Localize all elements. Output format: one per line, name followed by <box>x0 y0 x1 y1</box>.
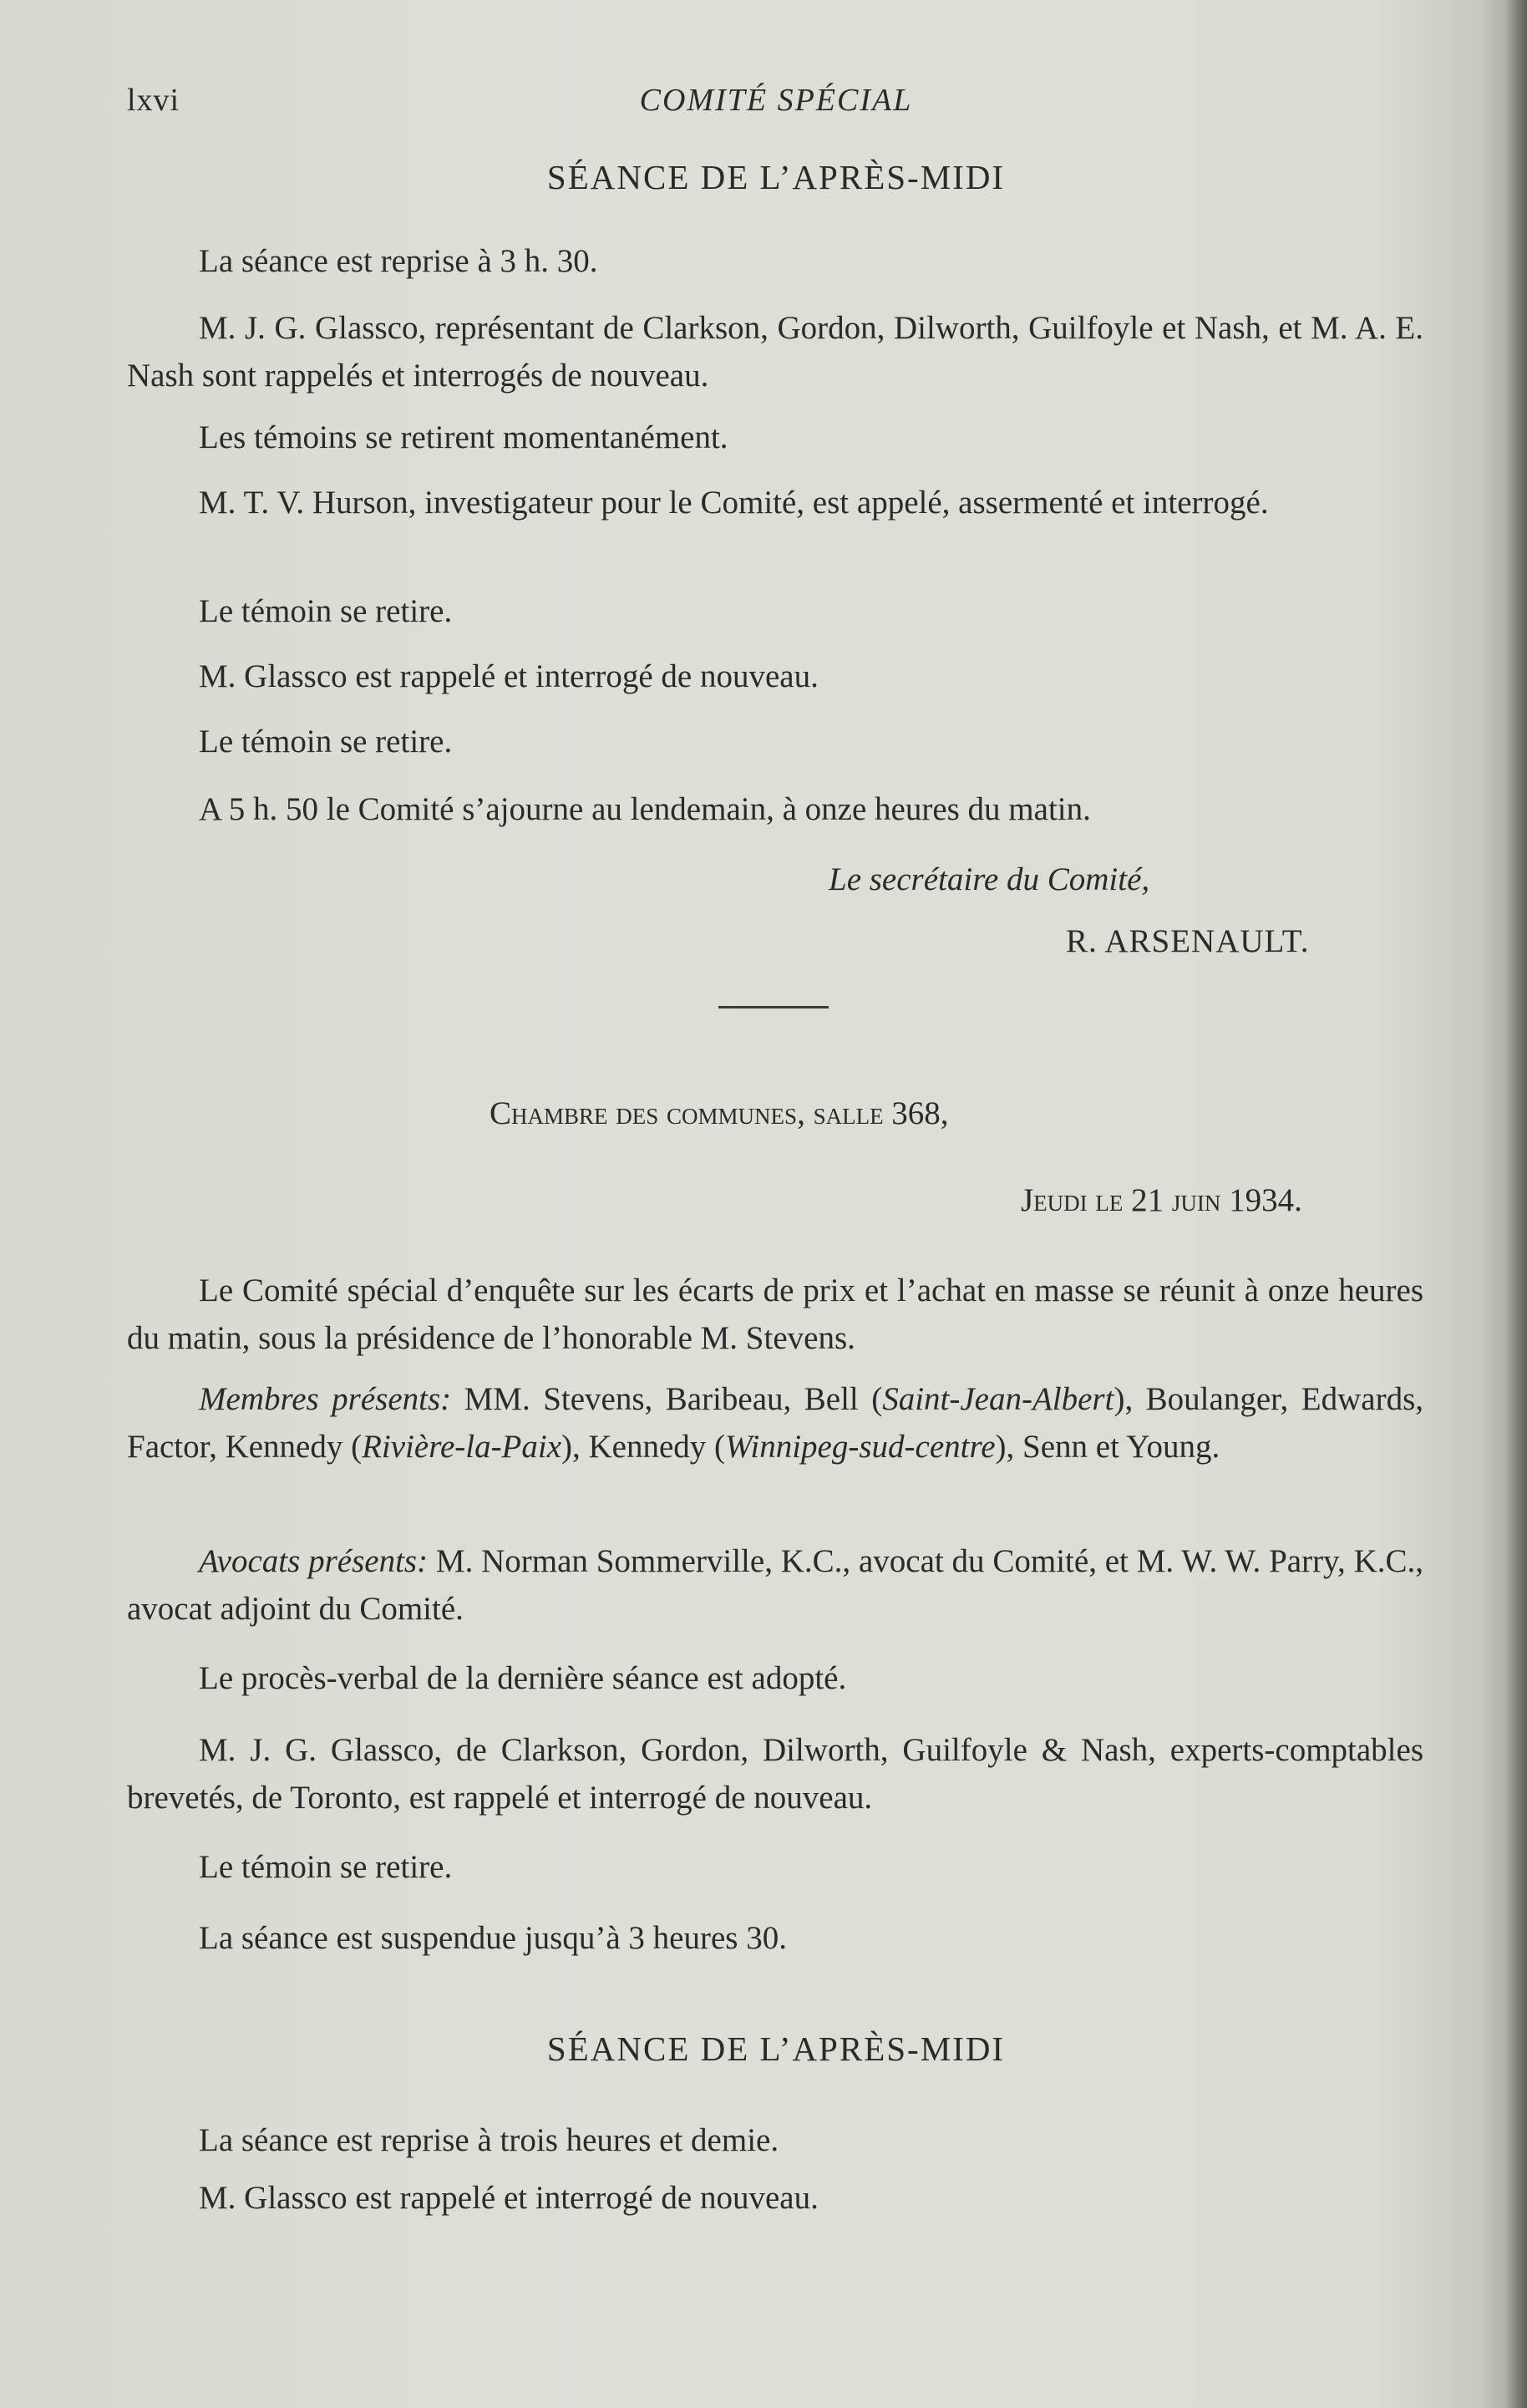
counsel-paragraph: Avocats présents: M. Norman Sommerville, K.C., avocat du Comité, et M. W. W. Parry, K.C., avocat adjoint du Comité. <box>127 1543 1424 1627</box>
paragraph: M. T. V. Hurson, investigateur pour le Comité, est appelé, assermenté et interrogé. <box>199 485 1269 521</box>
paragraph: Les témoins se retirent momentanément. <box>199 419 728 455</box>
members-label: Membres présents: <box>199 1381 452 1417</box>
page-number: lxvi <box>127 83 180 118</box>
meeting-date: Jeudi le 21 juin 1934. <box>1021 1182 1302 1218</box>
paragraph: Le témoin se retire. <box>199 724 453 759</box>
section-title: SÉANCE DE L’APRÈS-MIDI <box>546 158 1006 196</box>
paragraph: Le Comité spécial d’enquête sur les écarts de prix et l’achat en masse se réunit à onze heures du matin, sous la présidence de l’honorable M. Stevens. <box>127 1273 1423 1356</box>
paragraph: La séance est suspendue jusqu’à 3 heures 30. <box>199 1920 787 1956</box>
paragraph: Le procès-verbal de la dernière séance est adopté. <box>199 1660 847 1696</box>
paragraph: M. Glassco est rappelé et interrogé de nouveau. <box>199 658 819 694</box>
paragraph: A 5 h. 50 le Comité s’ajourne au lendemain, à onze heures du matin. <box>199 791 1091 827</box>
paragraph: M. J. G. Glassco, de Clarkson, Gordon, Dilworth, Guilfoyle & Nash, experts-comptables brevetés, de Toronto, est rappelé et interrogé de nouveau. <box>127 1732 1423 1816</box>
section-divider <box>718 1006 829 1008</box>
paragraph: Le témoin se retire. <box>199 593 453 629</box>
paragraph: La séance est reprise à 3 h. 30. <box>199 243 598 279</box>
counsel-label: Avocats présents: <box>199 1543 429 1579</box>
paragraph: Le témoin se retire. <box>199 1849 453 1885</box>
signature-name: R. ARSENAULT. <box>1066 923 1310 959</box>
signature-title: Le secrétaire du Comité, <box>829 861 1150 897</box>
paragraph: M. Glassco est rappelé et interrogé de nouveau. <box>199 2180 819 2216</box>
meeting-location: Chambre des communes, salle 368, <box>490 1095 949 1131</box>
paragraph: M. J. G. Glassco, représentant de Clarkson, Gordon, Dilworth, Guilfoyle et Nash, et M. A. E. Nash sont rappelés et interrogés de nouveau. <box>127 310 1423 394</box>
running-title: COMITÉ SPÉCIAL <box>639 83 913 118</box>
paragraph: La séance est reprise à trois heures et demie. <box>199 2122 779 2158</box>
members-paragraph: Membres présents: MM. Stevens, Baribeau, Bell (Saint-Jean-Albert), Boulanger, Edwards, Factor, Kennedy (Rivière-la-Paix), Kennedy (Winnipeg-sud-centre), Senn et Young. <box>127 1381 1423 1465</box>
section-title: SÉANCE DE L’APRÈS-MIDI <box>546 2030 1006 2068</box>
